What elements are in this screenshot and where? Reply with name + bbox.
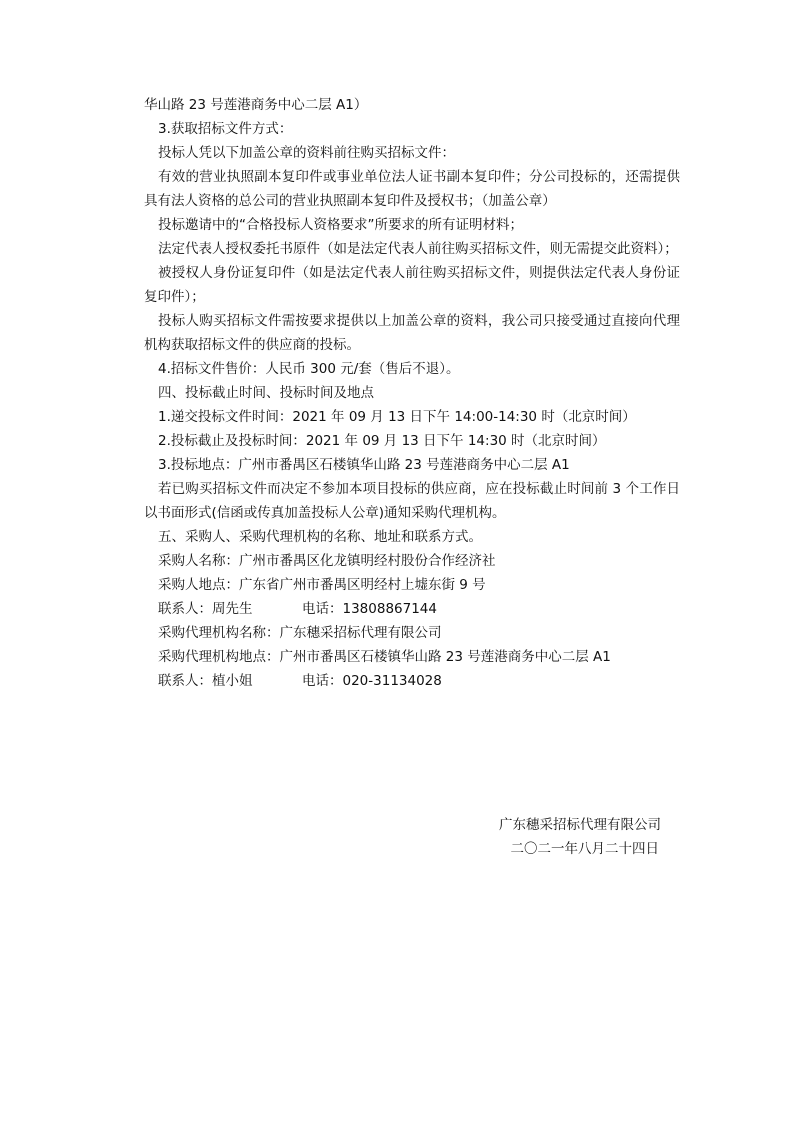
paragraph-authorization-letter: 法定代表人授权委托书原件（如是法定代表人前往购买招标文件，则无需提交此资料）； <box>158 241 678 257</box>
paragraph-purchase-requirement: 投标人购买招标文件需按要求提供以上加盖公章的资料，我公司只接受通过直接向代理机构获取招标文件的供应商的投标。 <box>144 313 680 353</box>
paragraph-id-copy: 被授权人身份证复印件（如是法定代表人前往购买招标文件，则提供法定代表人身份证复印件）； <box>144 265 680 305</box>
purchaser-contact-row <box>144 597 680 621</box>
paragraph-business-license: 有效的营业执照副本复印件或事业单位法人证书副本复印件；分公司投标的，还需提供具有法人资格的总公司的营业执照副本复印件及授权书；（加盖公章） <box>144 169 680 209</box>
signature-date: 二〇二一年八月二十四日 <box>510 841 659 857</box>
document-body <box>144 93 680 693</box>
paragraph-price: 4.招标文件售价：人民币 300 元/套（售后不退）。 <box>158 361 460 377</box>
paragraph-obtain-intro: 投标人凭以下加盖公章的资料前往购买招标文件： <box>158 145 455 161</box>
paragraph-deadline-time: 2.投标截止及投标时间：2021 年 09 月 13 日下午 14:30 时（北京时间） <box>158 433 606 449</box>
paragraph-agency-address: 采购代理机构地点：广州市番禺区石楼镇华山路 23 号莲港商务中心二层 A1 <box>158 649 611 665</box>
agency-contact-name: 联系人：植小姐 <box>158 673 253 689</box>
paragraph-address-continued: 华山路 23 号莲港商务中心二层 A1） <box>144 97 368 113</box>
paragraph-purchaser-address: 采购人地点：广东省广州市番禺区明经村上墟东街 9 号 <box>158 577 486 593</box>
section-heading-contacts: 五、采购人、采购代理机构的名称、地址和联系方式。 <box>158 529 482 545</box>
paragraph-submission-time: 1.递交投标文件时间：2021 年 09 月 13 日下午 14:00-14:30 时（北京时间） <box>158 409 636 425</box>
purchaser-contact-phone: 电话：13808867144 <box>302 601 437 617</box>
agency-contact-phone: 电话：020-31134028 <box>302 673 442 689</box>
signature-company: 广东穗采招标代理有限公司 <box>499 817 661 833</box>
paragraph-bid-location: 3.投标地点：广州市番禺区石楼镇华山路 23 号莲港商务中心二层 A1 <box>158 457 570 473</box>
paragraph-obtain-method-heading: 3.获取招标文件方式： <box>158 121 293 137</box>
paragraph-qualification-docs: 投标邀请中的“合格投标人资格要求”所要求的所有证明材料； <box>158 217 523 233</box>
paragraph-agency-name: 采购代理机构名称：广东穗采招标代理有限公司 <box>158 625 442 641</box>
paragraph-purchaser-name: 采购人名称：广州市番禺区化龙镇明经村股份合作经济社 <box>158 553 496 569</box>
purchaser-contact-name: 联系人：周先生 <box>158 601 253 617</box>
agency-contact-row <box>144 669 680 693</box>
paragraph-withdraw-notice: 若已购买招标文件而决定不参加本项目投标的供应商，应在投标截止时间前 3 个工作日以书面形式(信函或传真加盖投标人公章)通知采购代理机构。 <box>144 481 680 521</box>
section-heading-deadline: 四、投标截止时间、投标时间及地点 <box>158 385 374 401</box>
signature-block <box>499 813 661 861</box>
